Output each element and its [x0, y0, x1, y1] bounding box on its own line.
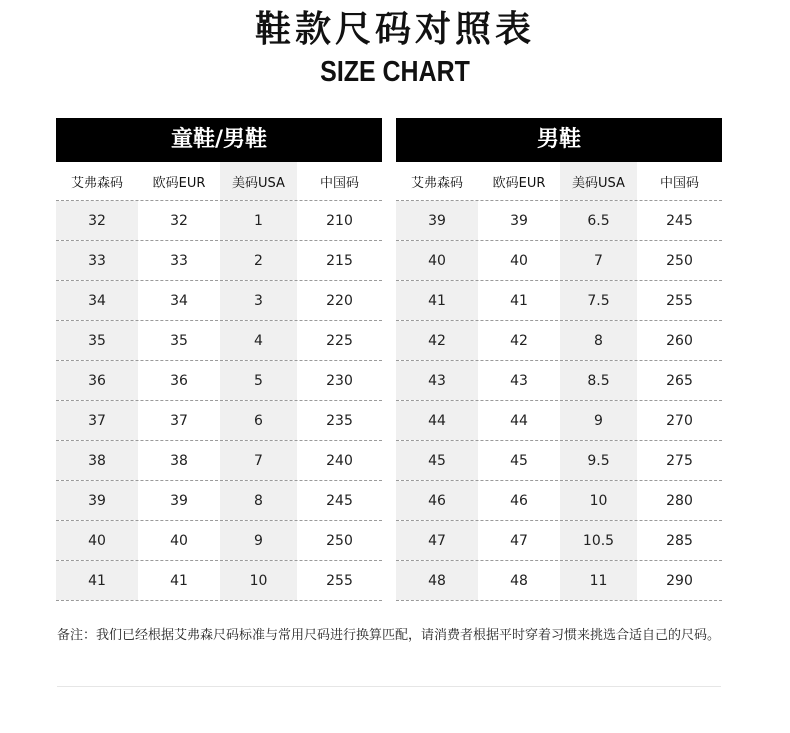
table-row — [396, 281, 722, 321]
cell-cn: 230 — [326, 372, 353, 389]
cell-eur: 41 — [510, 292, 528, 309]
column-header-aiverson: 艾弗森码 — [70, 175, 123, 191]
table-row — [396, 321, 722, 361]
cell-eur: 37 — [170, 412, 188, 429]
table-row — [56, 201, 382, 241]
cell-aiverson: 39 — [56, 481, 138, 520]
cell-cn: 290 — [666, 572, 693, 589]
column-header-usa: 美码USA — [560, 162, 637, 200]
column-header-aiverson: 艾弗森码 — [410, 175, 463, 191]
cell-aiverson: 40 — [56, 521, 138, 560]
cell-usa: 10.5 — [560, 521, 637, 560]
table-row — [396, 361, 722, 401]
cell-cn: 245 — [666, 212, 693, 229]
cell-eur: 38 — [170, 452, 188, 469]
table-row — [56, 281, 382, 321]
cell-cn: 270 — [666, 412, 693, 429]
table-row — [56, 441, 382, 481]
table-row — [56, 241, 382, 281]
cell-usa: 1 — [220, 201, 297, 240]
cell-eur: 40 — [170, 532, 188, 549]
cell-eur: 39 — [170, 492, 188, 509]
cell-usa: 9 — [560, 401, 637, 440]
cell-eur: 46 — [510, 492, 528, 509]
cell-aiverson: 40 — [396, 241, 478, 280]
cell-usa: 9.5 — [560, 441, 637, 480]
cell-cn: 210 — [326, 212, 353, 229]
cell-usa: 4 — [220, 321, 297, 360]
cell-usa: 8.5 — [560, 361, 637, 400]
cell-aiverson: 41 — [56, 561, 138, 600]
table-row — [396, 401, 722, 441]
cell-aiverson: 37 — [56, 401, 138, 440]
cell-cn: 225 — [326, 332, 353, 349]
cell-cn: 250 — [326, 532, 353, 549]
cell-cn: 255 — [666, 292, 693, 309]
table-row — [396, 441, 722, 481]
cell-eur: 48 — [510, 572, 528, 589]
cell-eur: 40 — [510, 252, 528, 269]
column-header-row — [56, 162, 382, 201]
cell-usa: 9 — [220, 521, 297, 560]
cell-usa: 5 — [220, 361, 297, 400]
cell-eur: 43 — [510, 372, 528, 389]
cell-cn: 265 — [666, 372, 693, 389]
size-table-kids-men — [56, 118, 382, 601]
cell-eur: 42 — [510, 332, 528, 349]
cell-aiverson: 43 — [396, 361, 478, 400]
cell-cn: 250 — [666, 252, 693, 269]
cell-eur: 41 — [170, 572, 188, 589]
cell-cn: 285 — [666, 532, 693, 549]
cell-aiverson: 35 — [56, 321, 138, 360]
cell-aiverson: 39 — [396, 201, 478, 240]
cell-cn: 280 — [666, 492, 693, 509]
cell-usa: 7.5 — [560, 281, 637, 320]
cell-aiverson: 45 — [396, 441, 478, 480]
cell-eur: 35 — [170, 332, 188, 349]
cell-usa: 7 — [560, 241, 637, 280]
page-subtitle: SIZE CHART — [320, 56, 470, 88]
table-heading: 男鞋 — [396, 118, 722, 162]
table-row — [396, 241, 722, 281]
table-row — [56, 481, 382, 521]
cell-aiverson: 42 — [396, 321, 478, 360]
column-header-eur: 欧码EUR — [492, 175, 546, 191]
column-header-cn: 中国码 — [659, 175, 699, 191]
table-row — [56, 361, 382, 401]
cell-aiverson: 44 — [396, 401, 478, 440]
page-title: 鞋款尺码对照表 — [254, 9, 535, 50]
divider — [57, 686, 721, 687]
cell-usa: 8 — [560, 321, 637, 360]
cell-cn: 215 — [326, 252, 353, 269]
size-note: 备注：我们已经根据艾弗森尺码标准与常用尺码进行换算匹配，请消费者根据平时穿着习惯来挑选合适自己的尺码。 — [57, 628, 721, 643]
cell-usa: 8 — [220, 481, 297, 520]
cell-aiverson: 41 — [396, 281, 478, 320]
cell-aiverson: 33 — [56, 241, 138, 280]
cell-cn: 220 — [326, 292, 353, 309]
cell-usa: 7 — [220, 441, 297, 480]
cell-usa: 2 — [220, 241, 297, 280]
cell-eur: 32 — [170, 212, 188, 229]
column-header-eur: 欧码EUR — [152, 175, 206, 191]
size-table-men — [396, 118, 722, 601]
cell-cn: 235 — [326, 412, 353, 429]
cell-usa: 6 — [220, 401, 297, 440]
table-row — [396, 561, 722, 601]
table-row — [396, 521, 722, 561]
cell-aiverson: 47 — [396, 521, 478, 560]
table-row — [56, 561, 382, 601]
table-row — [56, 321, 382, 361]
cell-aiverson: 34 — [56, 281, 138, 320]
column-header-row — [396, 162, 722, 201]
cell-usa: 10 — [560, 481, 637, 520]
cell-aiverson: 46 — [396, 481, 478, 520]
table-heading: 童鞋/男鞋 — [56, 118, 382, 162]
table-row — [56, 521, 382, 561]
table-row — [396, 481, 722, 521]
cell-eur: 33 — [170, 252, 188, 269]
cell-aiverson: 36 — [56, 361, 138, 400]
cell-eur: 36 — [170, 372, 188, 389]
cell-usa: 6.5 — [560, 201, 637, 240]
table-row — [56, 401, 382, 441]
cell-usa: 11 — [560, 561, 637, 600]
cell-eur: 44 — [510, 412, 528, 429]
cell-usa: 10 — [220, 561, 297, 600]
cell-cn: 260 — [666, 332, 693, 349]
table-row — [396, 201, 722, 241]
cell-cn: 255 — [326, 572, 353, 589]
column-header-usa: 美码USA — [220, 162, 297, 200]
cell-aiverson: 48 — [396, 561, 478, 600]
cell-usa: 3 — [220, 281, 297, 320]
cell-eur: 45 — [510, 452, 528, 469]
cell-cn: 275 — [666, 452, 693, 469]
column-header-cn: 中国码 — [319, 175, 359, 191]
cell-aiverson: 32 — [56, 201, 138, 240]
cell-eur: 47 — [510, 532, 528, 549]
cell-aiverson: 38 — [56, 441, 138, 480]
cell-eur: 39 — [510, 212, 528, 229]
cell-eur: 34 — [170, 292, 188, 309]
cell-cn: 245 — [326, 492, 353, 509]
cell-cn: 240 — [326, 452, 353, 469]
